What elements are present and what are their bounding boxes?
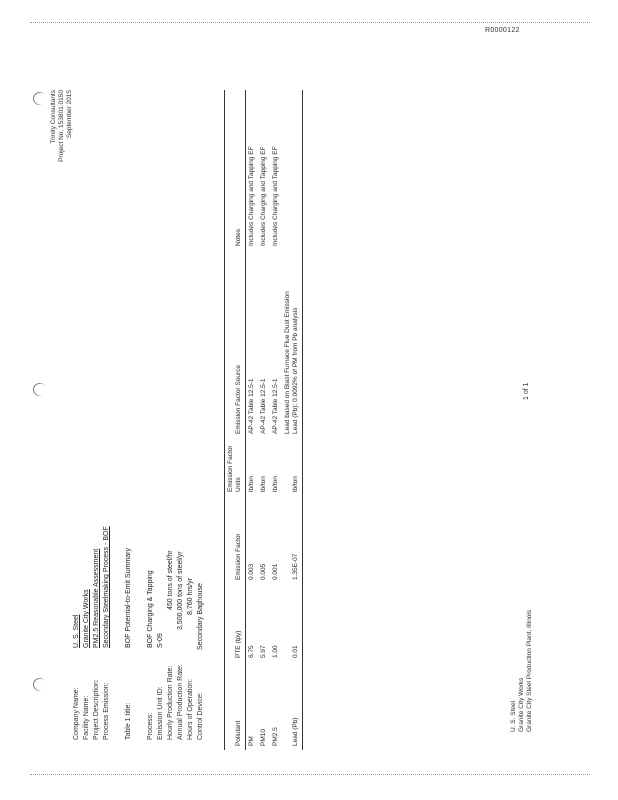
col-header-ef-source: Emission Factor Source (235, 365, 242, 434)
footer-project-no: Project No. 153801.0150 (58, 90, 65, 162)
field-label: Process Emission: (103, 682, 110, 740)
table-header-row (225, 90, 246, 750)
cell-pollutant: PM2.5 (272, 727, 279, 746)
top-dotted-border (30, 22, 590, 23)
bates-number: R0000122 (485, 27, 520, 34)
footer-right (50, 90, 74, 210)
cell-ef: 0.001 (272, 563, 279, 580)
footer-company: U. S. Steel (510, 700, 517, 732)
cell-ef: 1.35E-07 (292, 553, 299, 580)
col-header-ef-units: Emission Factor Units (227, 445, 242, 492)
field-value: Granite City Works (83, 589, 90, 648)
cell-pollutant: Lead (Pb) (292, 717, 299, 746)
table-row (246, 90, 259, 750)
footer-plant: Granite City Steel Production Plant, Illinois (526, 609, 533, 732)
field-label: Hours of Operation: (187, 678, 194, 740)
cell-units: lb/ton (248, 476, 255, 492)
cell-pte: 1.00 (272, 645, 279, 658)
cell-pollutant: PM10 (260, 729, 267, 746)
footer-facility: Granite City Works (518, 677, 525, 732)
cell-units: lb/ton (260, 476, 267, 492)
cell-notes: Includes Charging and Tapping EF (248, 146, 255, 246)
field-label: Facility Name: (83, 695, 90, 740)
cell-source (282, 250, 303, 438)
field-value: PM2.5 Reasonable Assessment (93, 548, 100, 648)
cell-source: AP-42 Table 12.5-1 (260, 378, 267, 434)
table-row (258, 90, 270, 750)
cell-source-note: Lead (Pb): 0.0092% of PM from Pb analysis (292, 307, 299, 434)
field-label: Annual Production Rate: (177, 664, 184, 740)
cell-ef: 0.003 (248, 563, 255, 580)
rotated-document-sheet (30, 40, 590, 780)
field-label: Control Device: (197, 692, 204, 740)
col-header-notes: Notes (235, 229, 242, 246)
cell-notes: Includes Charging and Tapping EF (272, 146, 279, 246)
field-label: Project Description: (93, 679, 100, 740)
footer-consultant: Trinity Consultants (50, 90, 57, 144)
cell-source: AP-42 Table 12.5-1 (248, 378, 255, 434)
page-number: 1 of 1 (523, 382, 530, 400)
emissions-table (224, 90, 303, 750)
field-value: 450 tons of steel/hr (167, 550, 174, 610)
col-header-pollutant: Pollutant (235, 720, 242, 746)
footer-date: September 2015 (66, 90, 73, 139)
cell-source: AP-42 Table 12.5-1 (272, 378, 279, 434)
field-label: Company Name: (73, 687, 80, 740)
table-row (282, 90, 303, 750)
cell-ef: 0.005 (260, 563, 267, 580)
field-label: Process: (147, 712, 154, 740)
cell-source-line: Lead based on Blast Furnace Flue Dust Emission (284, 291, 291, 434)
cell-pte: 6.75 (248, 645, 255, 658)
field-value: 3,500,000 tons of steel/yr (177, 551, 184, 630)
footer-left (510, 610, 534, 732)
field-label: Emission Unit ID: (157, 686, 164, 740)
field-value: BOF Potential-to-Emit Summary (125, 548, 132, 648)
field-value: 8,760 hrs/yr (187, 578, 194, 615)
field-label: Table 1 title: (125, 702, 132, 740)
cell-units: lb/ton (292, 476, 299, 492)
field-value: Secondary Steelmaking Process - BOF (103, 526, 110, 648)
field-value: U. S. Steel (73, 614, 80, 648)
cell-notes (282, 90, 303, 250)
table-row (270, 90, 282, 750)
field-value: Secondary Baghouse (197, 583, 204, 650)
cell-notes: Includes Charging and Tapping EF (260, 146, 267, 246)
field-value: S-09 (157, 633, 164, 648)
cell-pte: 0.01 (292, 645, 299, 658)
field-value: BOF Charging & Tapping (147, 570, 154, 648)
col-header-emission-factor: Emission Factor (235, 533, 242, 580)
col-header-pte: PTE (tpy) (235, 630, 242, 658)
cell-pollutant: PM (248, 736, 255, 746)
field-label: Hourly Production Rate: (167, 665, 174, 740)
cell-pte: 5.97 (260, 645, 267, 658)
cell-units: lb/ton (272, 476, 279, 492)
